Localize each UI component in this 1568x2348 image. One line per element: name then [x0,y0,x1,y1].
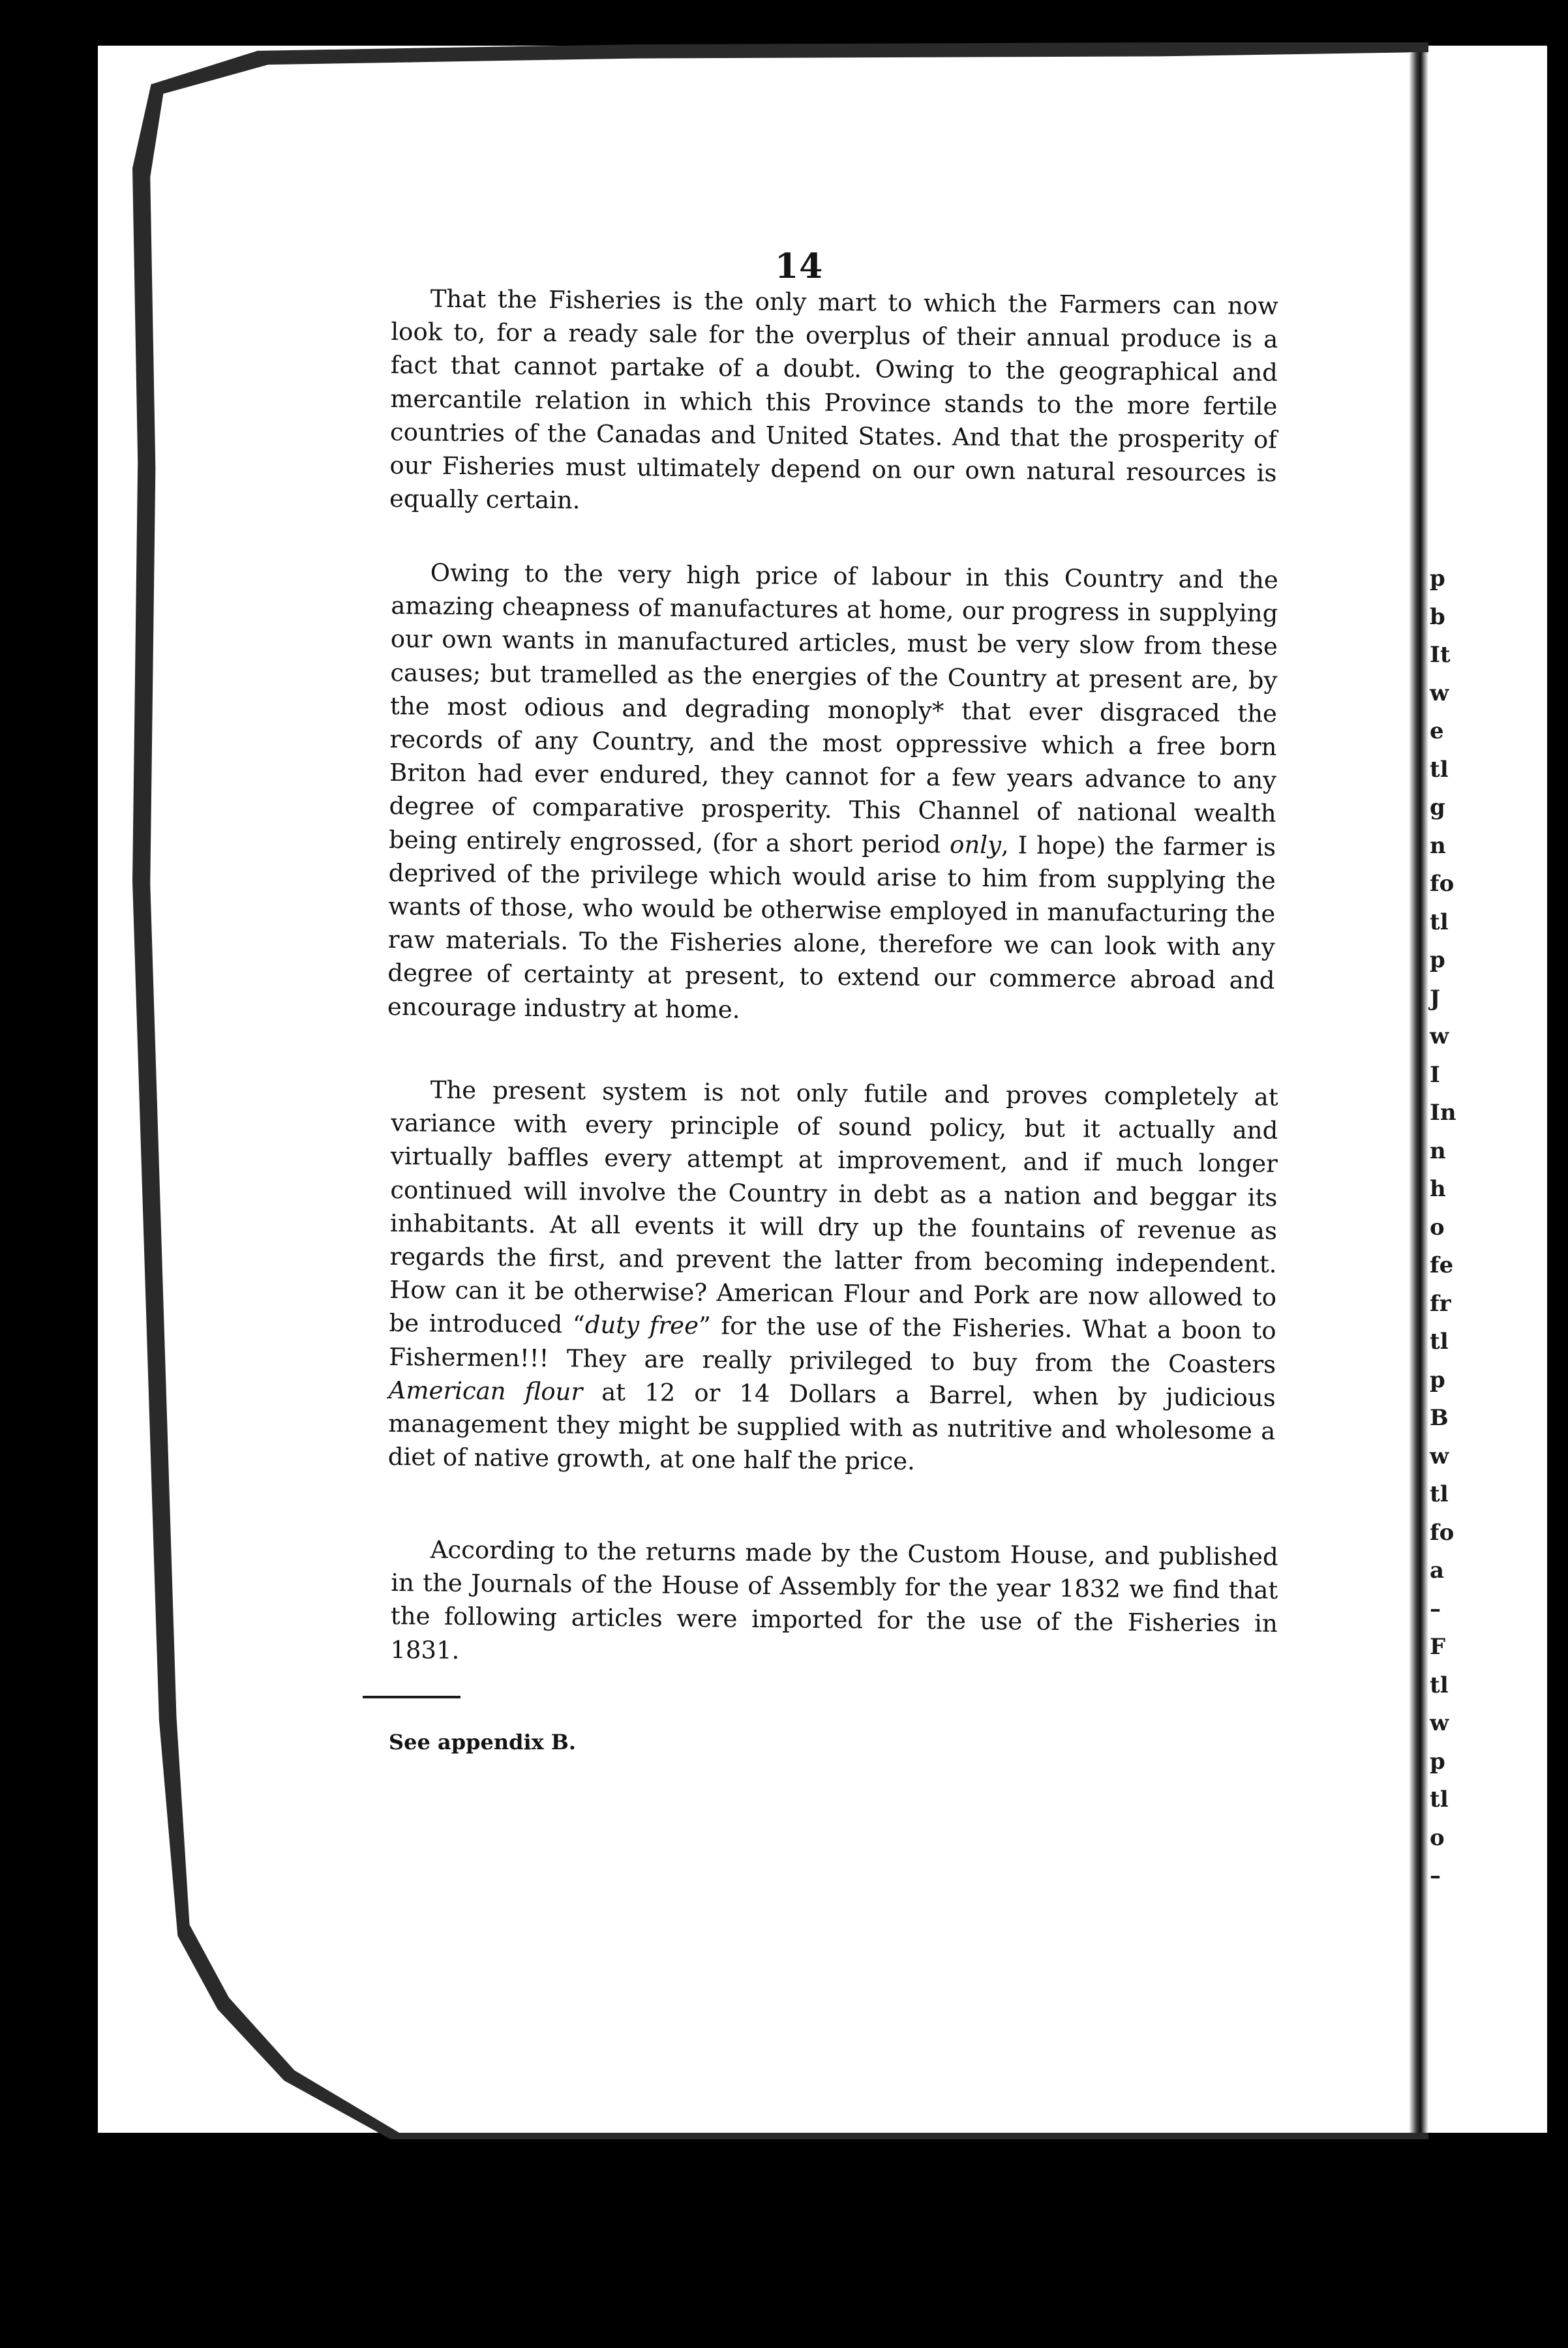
text-segment: Owing to the very high price of labour in this Country and the amazing cheapness of manufactures at home, our progress in supplying our own wants in manufactured articles, must be very slow from these causes; but tramelled as the energies of the Country at present are, by the most odious and degrading monoply* that ever disgraced the records of any Country, and the most oppressive which a free born Briton had ever endured, they cannot for a few years advance to any degree of comparative prosperity. This Channel of national wealth being entirely engrossed, (for a short period [389,558,1278,859]
text-segment: The present system is not only futile and proves completely at variance with every principle of sound policy, but it actually and virtually baffles every attempt at improvement, and if much longer continued will involve the Country in debt as a nation and beggar its inhabitants. At all events it will dry up the fountains of revenue as regards the first, and prevent the latter from becoming independent. How can it be otherwise? American Flour and Pork are now allowed to be introduced “ [389,1076,1278,1340]
facing-page-letter: – [1430,1595,1441,1622]
facing-page-letter: I [1430,1061,1440,1088]
paragraph-4 [390,1533,1278,1674]
text-segment: at 12 or 14 Dollars a Barrel, when by judicious management they might be supplied with as nutritive and wholesome a diet of native growth, at one half the price. [387,1377,1276,1476]
facing-page-letter: tl [1430,1786,1449,1813]
scan-edge-top [0,0,1568,46]
text-segment: only [949,830,1002,859]
facing-page-letter: w [1430,680,1449,706]
facing-page-letter: In [1430,1100,1456,1126]
text-segment: , I hope) the farmer is deprived of the privilege which would arise to him from supplying the wants of those, who would be otherwise employed in manufacturing the raw materials. To the Fisheries alone, therefore we can look with any degree of certainty at present, to extend our commerce abroad and encourage industry at home. [387,830,1276,1024]
facing-page-letter: B [1430,1405,1449,1431]
facing-page [1428,52,1547,2133]
facing-page-letter: F [1430,1634,1446,1660]
text-segment: American flour [388,1376,583,1406]
text-segment: That the Fisheries is the only mart to which the Farmers can now look to, for a ready sale for the overplus of their annual produce is a fact that cannot partake of a doubt. Owing to the geographical and mercantile relation in which this Province stands to the more fertile countries of the Canadas and United States. And that the prosperity of our Fisheries must ultimately depend on our own natural resources is equally certain. [389,284,1278,515]
facing-page-letter: n [1430,832,1446,859]
facing-page-letter: a [1430,1558,1445,1584]
facing-page-letter: p [1430,1366,1445,1393]
footnote: See appendix B. [389,1730,577,1754]
text-segment: According to the returns made by the Custom House, and published in the Journals of the House of Assembly for the year 1832 we find that the following articles were imported for the use of the Fisheries in 1831. [390,1535,1278,1664]
facing-page-letter: w [1430,1443,1449,1469]
facing-page-letter: h [1430,1176,1446,1202]
text-segment: ” for the use of the Fisheries. What a boon to Fishermen!!! They are really privileged to buy from the Coasters [389,1312,1276,1379]
facing-page-letter: p [1430,565,1445,592]
facing-page-letter: n [1430,1137,1446,1164]
paragraph-3 [388,1073,1278,1481]
facing-page-letter: tl [1430,1329,1449,1355]
scan-edge-bottom [0,2133,1568,2348]
page-number: 14 [775,247,824,286]
facing-page-letter: p [1430,1748,1445,1775]
facing-page-letter: fo [1430,1519,1455,1546]
facing-page-letter: fr [1430,1290,1451,1317]
facing-page-letter: tl [1430,1481,1449,1507]
facing-page-letter: – [1430,1863,1441,1889]
text-segment: duty free [584,1311,699,1340]
footnote-rule [363,1696,460,1698]
paragraph-text [389,282,1278,523]
paragraph-text [390,1533,1278,1674]
facing-page-letter: o [1430,1824,1445,1851]
facing-page-letter: tl [1430,909,1449,935]
facing-page-letter: tl [1430,1672,1449,1698]
facing-page-letter: It [1430,642,1451,668]
facing-page-letter: J [1430,985,1441,1012]
facing-page-letter: e [1430,718,1444,744]
paragraph-text [388,1073,1278,1481]
facing-page-letter: w [1430,1710,1449,1736]
facing-page-letter: tl [1430,756,1449,783]
scan-edge-left [0,0,98,2348]
facing-page-letter: w [1430,1023,1449,1049]
facing-page-letter: o [1430,1214,1445,1241]
book-gutter [1409,52,1428,2133]
paragraph-1 [389,282,1278,523]
paragraph-text [387,556,1278,1031]
facing-page-letter: b [1430,603,1445,630]
facing-page-letter: fe [1430,1252,1454,1278]
facing-page-letter: fo [1430,871,1455,897]
facing-page-letter: p [1430,947,1445,973]
scan-edge-right [1547,0,1568,2348]
facing-page-letter: g [1430,794,1445,820]
paragraph-2 [387,556,1278,1031]
